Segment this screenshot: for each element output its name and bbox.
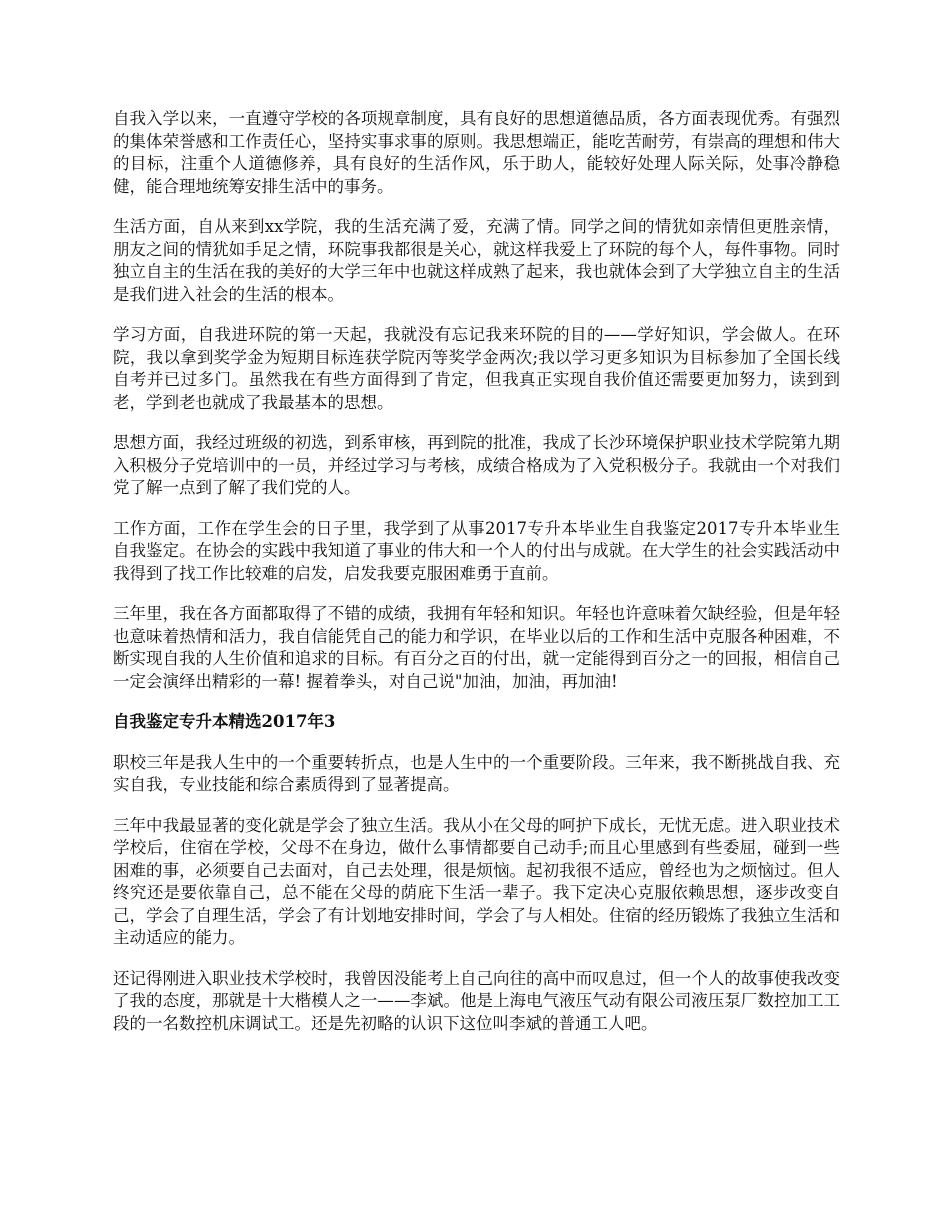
paragraph-intro: 自我入学以来，一直遵守学校的各项规章制度，具有良好的思想道德品质，各方面表现优秀。有强烈的集体荣誉感和工作责任心，坚持实事求事的原则。我思想端正，能吃苦耐劳，有崇高的理想和伟大的目标，注重个人道德修养，具有良好的生活作风，乐于助人，能较好处理人际关际，处事冷静稳健，能合理地统筹安排生活中的事务。: [113, 109, 840, 196]
paragraph-thought: 思想方面，我经过班级的初选，到系审核，再到院的批准，我成了长沙环境保护职业技术学院第九期入积极分子党培训中的一员，并经过学习与考核，成绩合格成为了入党积极分子。我就由一个对我们党了解一点到了解了我们党的人。: [113, 433, 840, 497]
paragraph-study: 学习方面，自我进环院的第一天起，我就没有忘记我来环院的目的——学好知识，学会做人。在环院，我以拿到奖学金为短期目标连获学院丙等奖学金两次;我以学习更多知识为目标参加了全国长线自考并已过多门。虽然我在有些方面得到了肯定，但我真正实现自我价值还需要更加努力，读到到老，学到老也就成了我最基本的思想。: [113, 325, 840, 412]
document-page: [113, 108, 840, 1053]
paragraph-life: 生活方面，自从来到xx学院，我的生活充满了爱，充满了情。同学之间的情犹如亲情但更胜亲情，朋友之间的情犹如手足之情，环院事我都很是关心，就这样我爱上了环院的每个人，每件事物。同时独立自主的生活在我的美好的大学三年中也就这样成熟了起来，我也就体会到了大学独立自主的生活是我们进入社会的生活的根本。: [113, 217, 840, 304]
paragraph-summary: 三年里，我在各方面都取得了不错的成绩，我拥有年轻和知识。年轻也许意味着欠缺经验，但是年轻也意味着热情和活力，我自信能凭自己的能力和学识，在毕业以后的工作和生活中克服各种困难，不断实现自我的人生价值和追求的目标。有百分之百的付出，就一定能得到百分之一的回报，相信自己一定会演绎出精彩的一幕! 握着拳头，对自己说"加油，加油，再加油!: [113, 604, 840, 691]
section-heading: 自我鉴定专升本精选2017年3: [113, 712, 336, 731]
paragraph-turning-point: 职校三年是我人生中的一个重要转折点，也是人生中的一个重要阶段。三年来，我不断挑战自我、充实自我，专业技能和综合素质得到了显著提高。: [113, 752, 840, 794]
paragraph-role-model: 还记得刚进入职业技术学校时，我曾因没能考上自己向往的高中而叹息过，但一个人的故事使我改变了我的态度，那就是十大楷模人之一——李斌。他是上海电气液压气动有限公司液压泵厂数控加工工段的一名数控机床调试工。还是先初略的认识下这位叫李斌的普通工人吧。: [113, 968, 840, 1033]
paragraph-work: 工作方面，工作在学生会的日子里，我学到了从事2017专升本毕业生自我鉴定2017专升本毕业生自我鉴定。在协会的实践中我知道了事业的伟大和一个人的付出与成就。在大学生的社会实践活动中我得到了找工作比较难的启发，启发我要克服困难勇于直前。: [113, 518, 840, 583]
paragraph-independent-life: 三年中我最显著的变化就是学会了独立生活。我从小在父母的呵护下成长，无忧无虑。进入职业技术学校后，住宿在学校，父母不在身边，做什么事情都要自己动手;而且心里感到有些委屈，碰到一些困难的事，必须要自己去面对，自己去处理，很是烦恼。起初我很不适应，曾经也为之烦恼过。但人终究还是要依靠自己，总不能在父母的荫庇下生活一辈子。我下定决心克服依赖思想，逐步改变自己，学会了自理生活，学会了有计划地安排时间，学会了与人相处。住宿的经历锻炼了我独立生活和主动适应的能力。: [113, 815, 840, 947]
